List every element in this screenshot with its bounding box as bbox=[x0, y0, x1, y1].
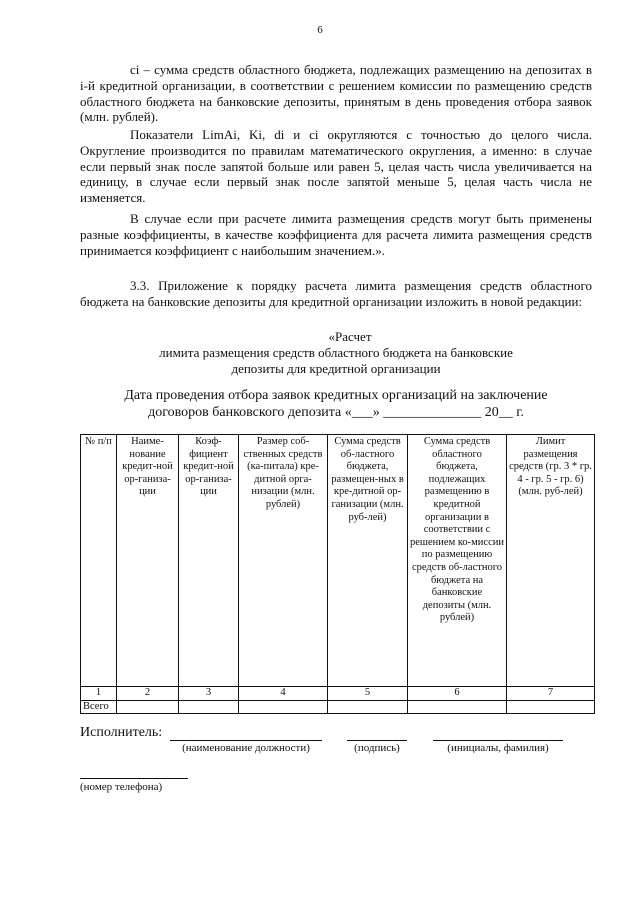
signature-line bbox=[347, 740, 407, 741]
position-caption: (наименование должности) bbox=[182, 742, 310, 754]
paragraph-rounding: Показатели LimAi, Ki, di и ci округляются с точностью до целого числа. Округление производится по правилам математического округления, а именно: в случае если первый знак после запятой больше или равен 5, целая часть числа увеличивается на единицу, в случае если первый знак после запятой меньше 5, целая часть числа не изменяется. bbox=[80, 127, 592, 206]
header-row-number: № п/п bbox=[81, 435, 117, 687]
signature-caption: (подпись) bbox=[354, 742, 400, 754]
column-number: 2 bbox=[117, 687, 179, 701]
total-cell bbox=[507, 700, 595, 714]
name-caption: (инициалы, фамилия) bbox=[447, 742, 549, 754]
total-cell bbox=[179, 700, 239, 714]
phone-caption: (номер телефона) bbox=[80, 781, 163, 793]
column-number: 3 bbox=[179, 687, 239, 701]
column-number: 6 bbox=[408, 687, 507, 701]
limit-calculation-table bbox=[80, 434, 595, 714]
heading-line-2: лимита размещения средств областного бюджета на банковские bbox=[159, 345, 513, 360]
column-number: 4 bbox=[239, 687, 328, 701]
header-placement-limit: Лимит размещения средств (гр. 3 * гр. 4 - гр. 5 - гр. 6) (млн. руб-лей) bbox=[507, 435, 595, 687]
header-own-capital: Размер соб-ственных средств (ка-питала) кре-дитной орга-низации (млн. рублей) bbox=[239, 435, 328, 687]
column-number: 5 bbox=[328, 687, 408, 701]
name-line bbox=[433, 740, 563, 741]
total-label: Всего bbox=[81, 700, 117, 714]
header-amount-to-place: Сумма средств областного бюджета, подлежащих размещению в кредитной организации в соответствии с решением ко-миссии по размещению средств об-ластного бюджета на банковские депозиты (млн. рублей) bbox=[408, 435, 507, 687]
executor-label: Исполнитель: bbox=[80, 725, 163, 740]
total-cell bbox=[239, 700, 328, 714]
header-placed-amount: Сумма средств об-ластного бюджета, размещен-ных в кре-дитной ор-ганизации (млн. руб-лей) bbox=[328, 435, 408, 687]
header-organization-name: Наиме-нование кредит-ной ор-ганиза-ции bbox=[117, 435, 179, 687]
heading-line-1: «Расчет bbox=[328, 329, 372, 344]
paragraph-coefficient: В случае если при расчете лимита размещения средств могут быть применены разные коэффициенты, в качестве коэффициента для расчета лимита размещения средств принимается коэффициент с наибольшим значением.». bbox=[80, 211, 592, 258]
position-line bbox=[170, 740, 322, 741]
total-cell bbox=[117, 700, 179, 714]
column-number-row bbox=[81, 687, 595, 701]
table-header-row bbox=[81, 435, 595, 687]
column-number: 1 bbox=[81, 687, 117, 701]
page-number: 6 bbox=[317, 24, 323, 36]
paragraph-ci-definition: ci – сумма средств областного бюджета, подлежащих размещению на депозитах в i-й кредитной организации, в соответствии с решением комиссии по размещению средств областного бюджета на банковские депозиты, принятым в день проведения отбора заявок (млн. рублей). bbox=[80, 62, 592, 125]
paragraph-appendix: 3.3. Приложение к порядку расчета лимита размещения средств областного бюджета на банковские депозиты для кредитной организации изложить в новой редакции: bbox=[80, 278, 592, 309]
total-cell bbox=[408, 700, 507, 714]
date-line-1: Дата проведения отбора заявок кредитных организаций на заключение bbox=[124, 388, 548, 403]
date-line-2: договоров банковского депозита «___» ______________ 20__ г. bbox=[148, 405, 524, 420]
header-coefficient: Коэф-фициент кредит-ной ор-ганиза-ции bbox=[179, 435, 239, 687]
heading-line-3: депозиты для кредитной организации bbox=[231, 361, 441, 376]
phone-line bbox=[80, 778, 188, 779]
total-row bbox=[81, 700, 595, 714]
total-cell bbox=[328, 700, 408, 714]
column-number: 7 bbox=[507, 687, 595, 701]
